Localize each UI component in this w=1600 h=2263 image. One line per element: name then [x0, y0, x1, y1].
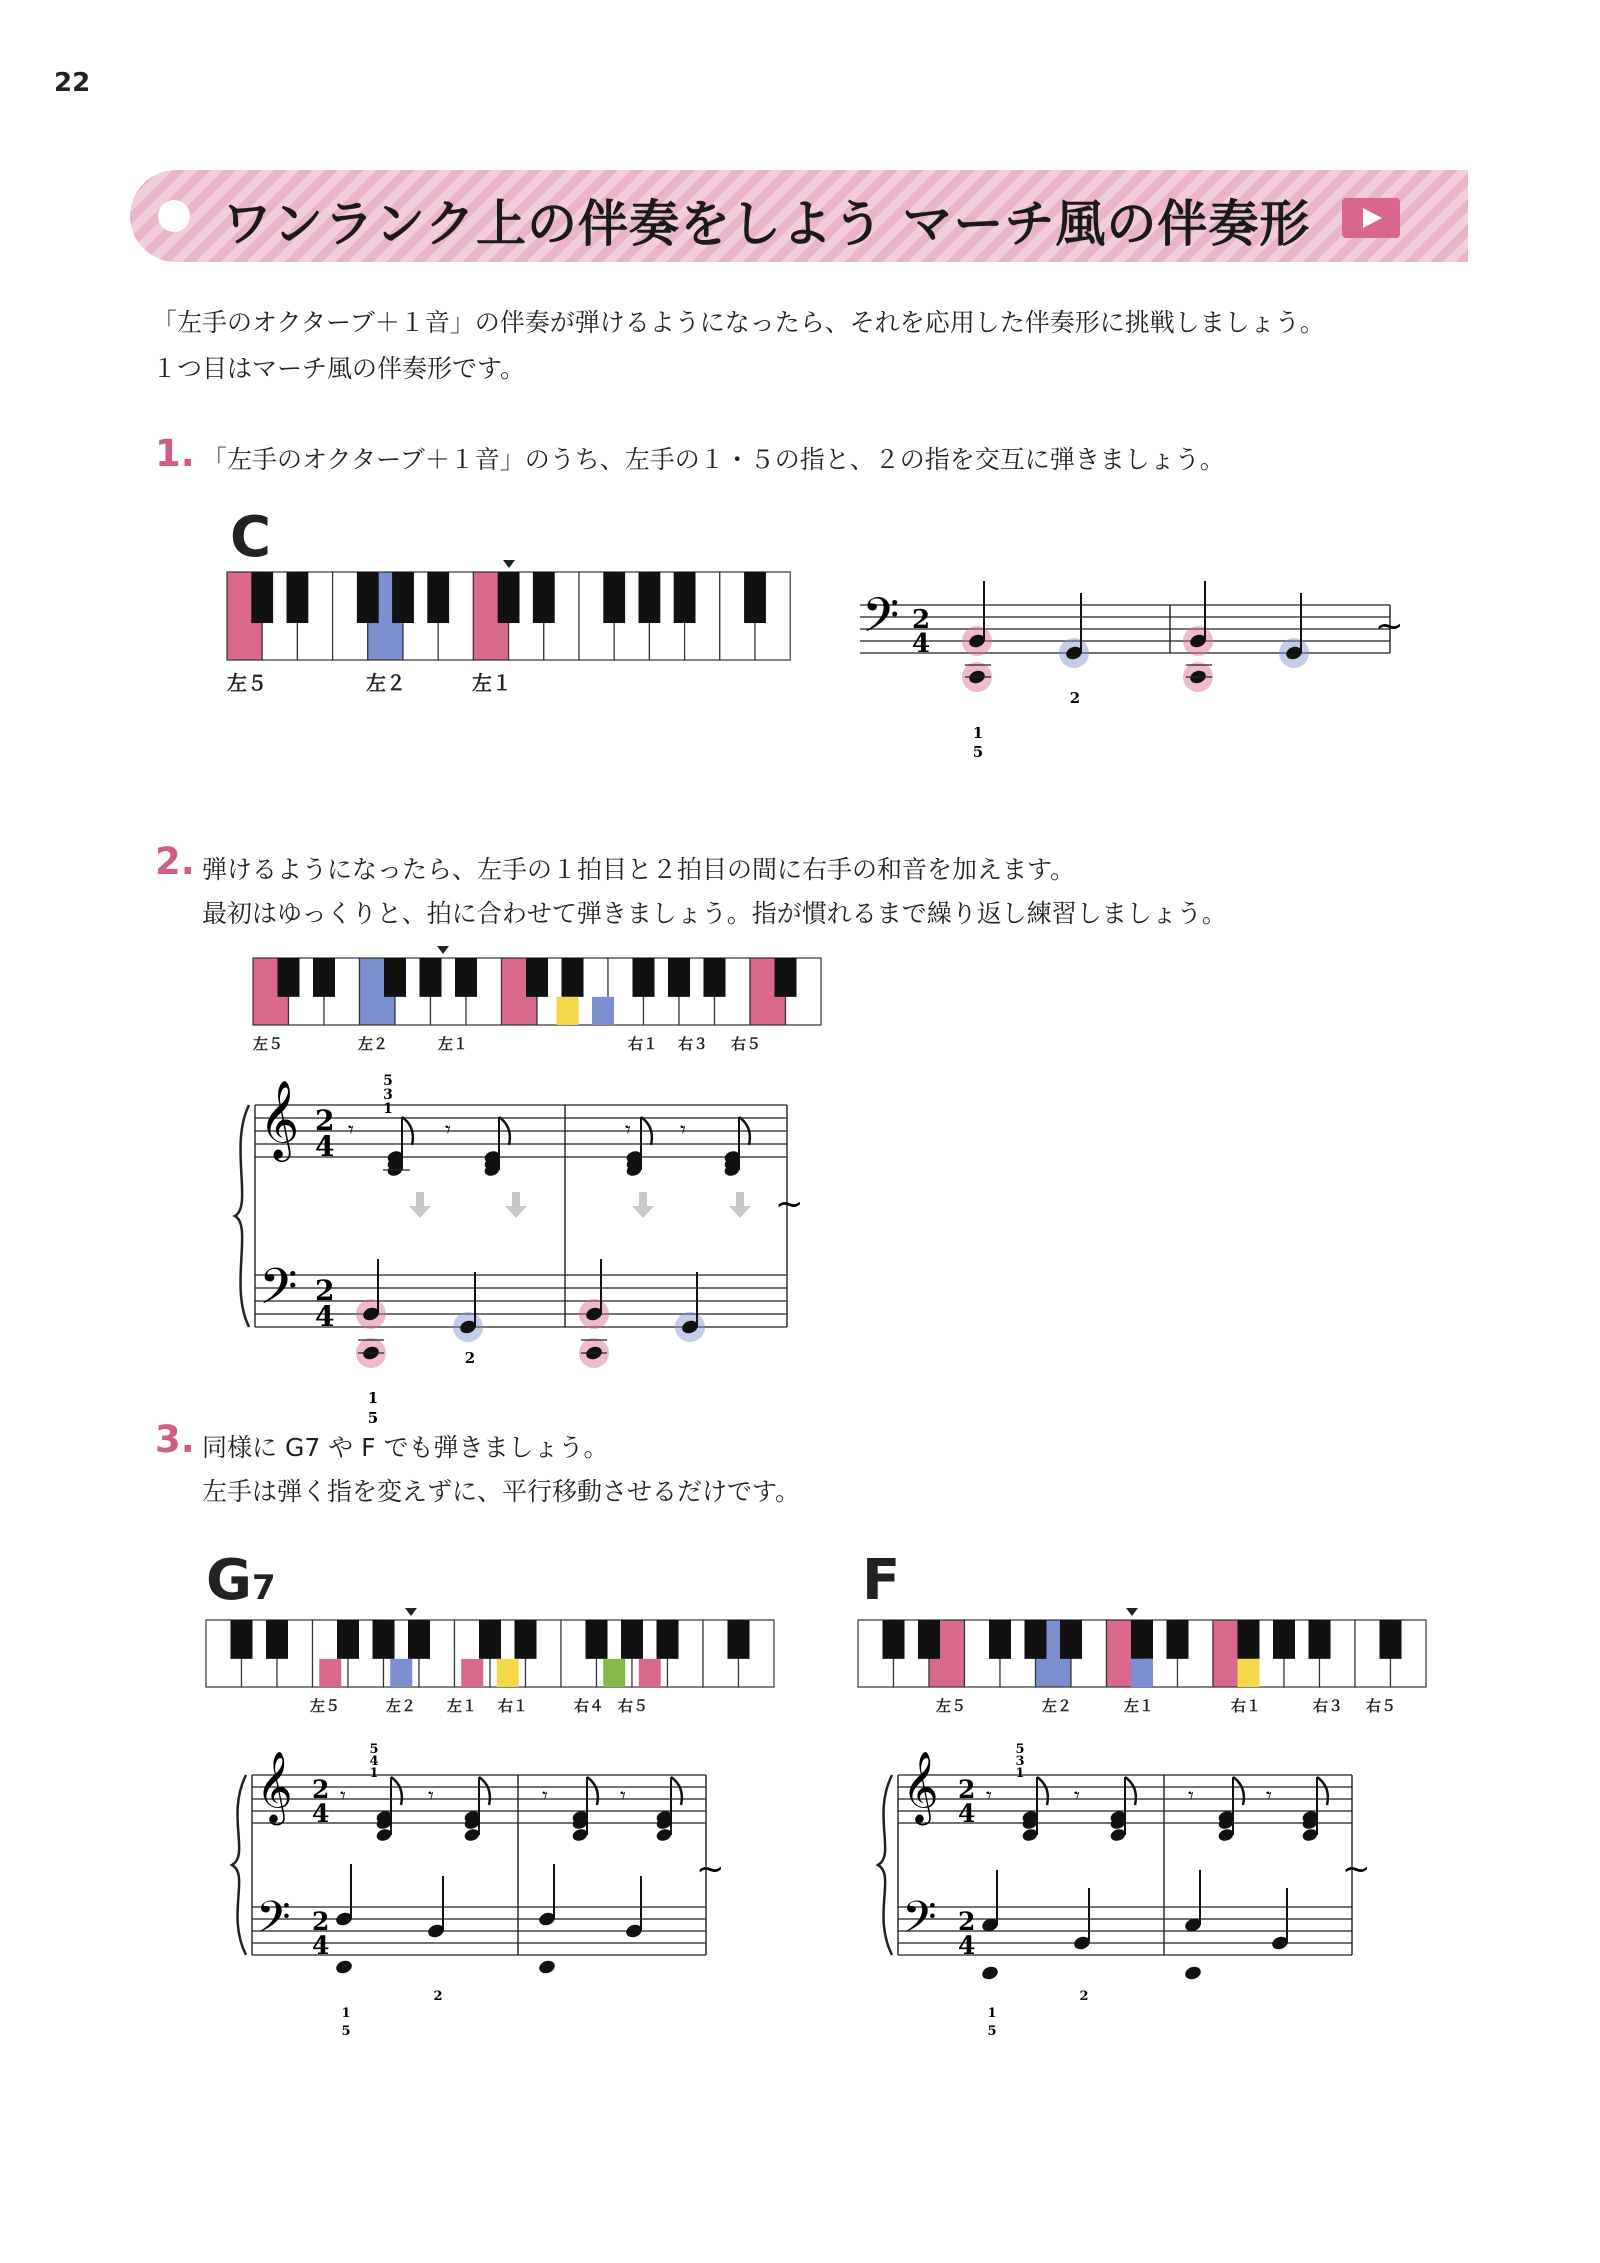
fingering-number: 1: [383, 1101, 393, 1117]
fingering-number: 3: [383, 1087, 393, 1103]
key-label: 左２: [386, 1697, 417, 1715]
key-label: 左１: [447, 1697, 478, 1715]
fingering-number: 1: [367, 1389, 379, 1407]
eighth-rest-icon: 𝄾: [340, 1784, 346, 1809]
fingering-number: 5: [972, 743, 984, 761]
note-head: [537, 1959, 556, 1976]
continuation-tilde: ~: [1375, 606, 1404, 646]
fingering-number: 1: [987, 2006, 997, 2021]
chord-f-label: F: [862, 1548, 901, 1613]
black-key: [632, 958, 654, 997]
note-head: [334, 1959, 353, 1976]
title-banner: [130, 170, 1468, 262]
key-label: 左２: [366, 671, 406, 695]
black-key: [514, 1620, 536, 1659]
key-label: 右１: [628, 1035, 659, 1053]
time-signature-bottom: 4: [958, 1799, 976, 1828]
chord-g7-seven: 7: [251, 1568, 276, 1608]
black-key: [585, 1620, 607, 1659]
eighth-flag: [1233, 1777, 1244, 1805]
key-label: 右５: [1366, 1697, 1397, 1715]
eighth-rest-icon: 𝄾: [542, 1784, 548, 1809]
key-label: 右５: [618, 1697, 649, 1715]
black-key: [372, 1620, 394, 1659]
time-signature-bottom: 4: [958, 1931, 976, 1960]
black-key: [479, 1620, 501, 1659]
intro-line-1: 「左手のオクターブ＋１音」の伴奏が弾けるようになったら、それを応用した伴奏形に挑戦しましょう。: [152, 308, 1325, 337]
brace-icon: [232, 1775, 246, 1955]
time-signature-top: 2: [312, 1907, 330, 1936]
fingering-number: 1: [1015, 1766, 1025, 1781]
down-arrow-icon: [409, 1192, 431, 1218]
key-label: 右１: [1231, 1697, 1262, 1715]
fingering-number: 2: [433, 1989, 443, 2004]
eighth-flag: [479, 1777, 490, 1805]
fingering-number: 5: [987, 2024, 997, 2039]
key-marker: [1131, 1659, 1153, 1687]
bass-clef-icon: 𝄢: [256, 1890, 291, 1954]
eighth-rest-icon: 𝄾: [625, 1118, 631, 1143]
eighth-rest-icon: 𝄾: [445, 1118, 451, 1143]
time-signature-top: 2: [958, 1775, 976, 1804]
time-signature-bottom: 4: [315, 1130, 335, 1163]
time-signature-bottom: 4: [312, 1799, 330, 1828]
intro-line-2: １つ目はマーチ風の伴奏形です。: [152, 354, 526, 383]
fingering-number: 3: [1015, 1754, 1025, 1769]
keyboard-g7: [206, 1620, 776, 1730]
fingering-number: 1: [341, 2006, 351, 2021]
key-marker: [461, 1659, 483, 1687]
eighth-flag: [1317, 1777, 1328, 1805]
note-head: [1183, 1965, 1202, 1982]
middle-c-marker-icon: [405, 1608, 417, 1616]
key-marker: [497, 1659, 519, 1687]
fingering-number: 2: [464, 1349, 476, 1367]
black-key: [455, 958, 477, 997]
fingering-number: 1: [369, 1766, 379, 1781]
black-key: [526, 958, 548, 997]
eighth-rest-icon: 𝄾: [680, 1118, 686, 1143]
eighth-rest-icon: 𝄾: [348, 1118, 354, 1143]
black-key: [668, 958, 690, 997]
down-arrow-icon: [505, 1192, 527, 1218]
key-label: 左１: [1124, 1697, 1155, 1715]
middle-c-marker-icon: [437, 946, 449, 954]
black-key: [313, 958, 335, 997]
black-key: [989, 1620, 1011, 1659]
black-key: [533, 572, 555, 623]
fingering-number: 2: [1079, 1989, 1089, 2004]
key-marker-blue: [592, 997, 614, 1025]
key-label: 左１: [472, 671, 512, 695]
key-marker-yellow: [557, 997, 579, 1025]
eighth-flag: [1037, 1777, 1048, 1805]
bass-clef-icon: 𝄢: [902, 1890, 937, 1954]
step-2-number: 2.: [155, 840, 195, 883]
key-marker: [390, 1659, 412, 1687]
black-key: [419, 958, 441, 997]
keyboard-f: [858, 1620, 1428, 1730]
key-marker: [639, 1659, 661, 1687]
middle-c-marker-icon: [1126, 1608, 1138, 1616]
step-3-line-1: 同様に G7 や F でも弾きましょう。: [202, 1433, 609, 1462]
black-key: [251, 572, 273, 623]
step-2-line-2: 最初はゆっくりと、拍に合わせて弾きましょう。指が慣れるまで繰り返し練習しましょう。: [202, 899, 1227, 928]
eighth-rest-icon: 𝄾: [1188, 1784, 1194, 1809]
black-key: [561, 958, 583, 997]
time-signature-top: 2: [958, 1907, 976, 1936]
continuation-tilde: ~: [696, 1849, 725, 1889]
black-key: [638, 572, 660, 623]
brace-icon: [878, 1775, 892, 1955]
black-key: [277, 958, 299, 997]
black-key: [1166, 1620, 1188, 1659]
step-3-text: [202, 1426, 800, 1514]
fingering-number: 5: [367, 1409, 379, 1427]
continuation-tilde: ~: [775, 1184, 804, 1224]
black-key: [337, 1620, 359, 1659]
chord-g7-root: G: [206, 1548, 252, 1613]
key-label: 左５: [253, 1035, 284, 1053]
black-key: [1308, 1620, 1330, 1659]
keyboard-1: [227, 572, 827, 722]
eighth-rest-icon: 𝄾: [986, 1784, 992, 1809]
key-label: 左５: [227, 671, 267, 695]
fingering-number: 5: [341, 2024, 351, 2039]
key-label: 右３: [678, 1035, 709, 1053]
step-2-line-1: 弾けるようになったら、左手の１拍目と２拍目の間に右手の和音を加えます。: [202, 855, 1076, 884]
key-label: 右４: [574, 1697, 605, 1715]
eighth-flag: [391, 1777, 402, 1805]
eighth-rest-icon: 𝄾: [620, 1784, 626, 1809]
grand-staff-g7: [222, 1742, 762, 2045]
eighth-flag: [671, 1777, 682, 1805]
time-signature-top: 2: [312, 1775, 330, 1804]
time-signature-top: 2: [315, 1104, 335, 1137]
page-number: 22: [54, 68, 91, 98]
black-key: [392, 572, 414, 623]
fingering-number: 1: [972, 724, 984, 742]
key-label: 左５: [936, 1697, 967, 1715]
black-key: [882, 1620, 904, 1659]
key-label: 右５: [731, 1035, 762, 1053]
black-key: [266, 1620, 288, 1659]
eighth-rest-icon: 𝄾: [428, 1784, 434, 1809]
brace-icon: [235, 1105, 249, 1327]
continuation-tilde: ~: [1342, 1849, 1371, 1889]
key-marker: [603, 1659, 625, 1687]
black-key: [744, 572, 766, 623]
fingering-number: 4: [369, 1754, 379, 1769]
time-signature-top: 2: [912, 605, 931, 635]
fingering-number: 2: [1069, 689, 1081, 707]
black-key: [357, 572, 379, 623]
bass-clef-icon: 𝄢: [862, 586, 900, 655]
key-label: 左２: [358, 1035, 389, 1053]
chord-g7-label: [206, 1548, 276, 1613]
eighth-flag: [587, 1777, 598, 1805]
down-arrow-icon: [729, 1192, 751, 1218]
grand-staff-f: [868, 1742, 1408, 2045]
black-key: [498, 572, 520, 623]
bass-clef-icon: 𝄢: [259, 1258, 298, 1329]
black-key: [918, 1620, 940, 1659]
fingering-number: 5: [1015, 1742, 1025, 1757]
black-key: [603, 572, 625, 623]
black-key: [408, 1620, 430, 1659]
black-key: [1060, 1620, 1082, 1659]
black-key: [774, 958, 796, 997]
black-key: [727, 1620, 749, 1659]
fingering-number: 5: [383, 1073, 393, 1089]
eighth-rest-icon: 𝄾: [1074, 1784, 1080, 1809]
black-key: [656, 1620, 678, 1659]
intro-text: [152, 300, 1325, 392]
time-signature-bottom: 4: [312, 1931, 330, 1960]
black-key: [427, 572, 449, 623]
key-marker: [1237, 1659, 1259, 1687]
time-signature-bottom: 4: [315, 1300, 335, 1333]
black-key: [286, 572, 308, 623]
time-signature-bottom: 4: [912, 629, 931, 659]
black-key: [1237, 1620, 1259, 1659]
keyboard-2: [253, 958, 823, 1068]
treble-clef-icon: 𝄞: [256, 1749, 293, 1823]
black-key: [703, 958, 725, 997]
black-key: [230, 1620, 252, 1659]
down-arrow-icon: [632, 1192, 654, 1218]
step-1-line-1: 「左手のオクターブ＋１音」のうち、左手の１・５の指と、２の指を交互に弾きましょう。: [202, 445, 1225, 474]
key-label: 右１: [498, 1697, 529, 1715]
key-label: 右３: [1313, 1697, 1344, 1715]
fingering-number: 5: [369, 1742, 379, 1757]
eighth-flag: [1125, 1777, 1136, 1805]
key-label: 左１: [438, 1035, 469, 1053]
eighth-rest-icon: 𝄾: [1266, 1784, 1272, 1809]
key-label: 左５: [310, 1697, 341, 1715]
step-1-text: [202, 438, 1225, 482]
play-video-icon[interactable]: [1342, 198, 1400, 238]
step-3-number: 3.: [155, 1418, 195, 1461]
middle-c-marker-icon: [503, 560, 515, 568]
step-2-text: [202, 848, 1227, 936]
page-title: ワンランク上の伴奏をしよう マーチ風の伴奏形: [222, 195, 1311, 253]
time-signature-top: 2: [315, 1274, 335, 1307]
key-label: 左２: [1042, 1697, 1073, 1715]
black-key: [674, 572, 696, 623]
black-key: [384, 958, 406, 997]
treble-clef-icon: 𝄞: [902, 1749, 939, 1823]
black-key: [1379, 1620, 1401, 1659]
black-key: [1131, 1620, 1153, 1659]
grand-staff-2: [230, 1073, 830, 1427]
chord-c-label: C: [230, 505, 272, 570]
bullet-icon: [158, 200, 190, 232]
step-3-line-2: 左手は弾く指を変えずに、平行移動させるだけです。: [202, 1477, 801, 1506]
note-head: [980, 1965, 999, 1982]
black-key: [1273, 1620, 1295, 1659]
black-key: [1024, 1620, 1046, 1659]
black-key: [621, 1620, 643, 1659]
treble-clef-icon: 𝄞: [259, 1080, 300, 1160]
step-1-number: 1.: [155, 432, 195, 475]
key-marker: [319, 1659, 341, 1687]
staff-1: [860, 575, 1420, 761]
